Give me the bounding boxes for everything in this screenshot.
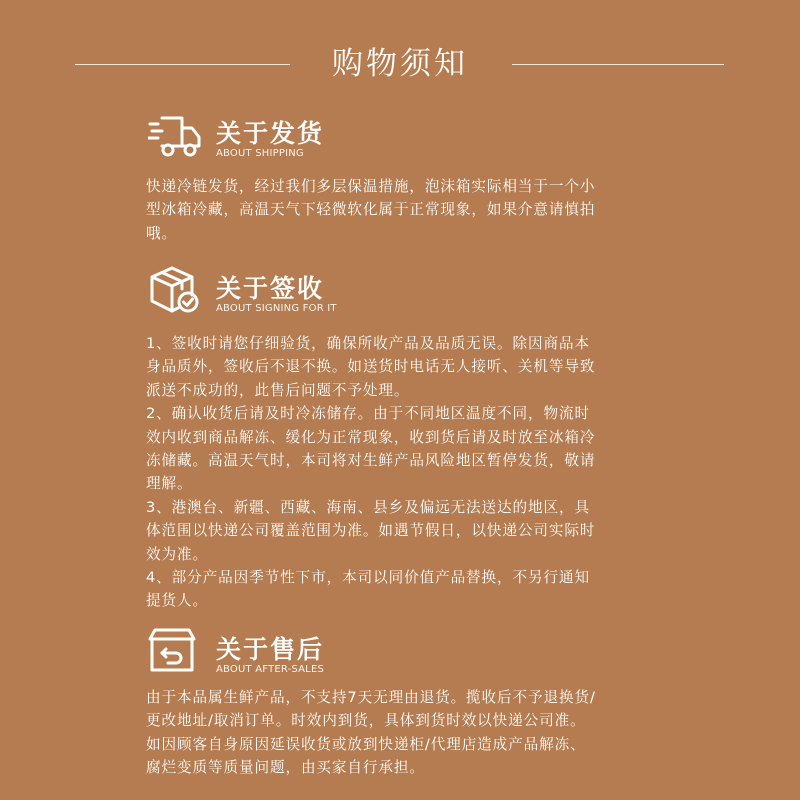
signing-title: 关于签收 (216, 274, 325, 303)
signing-line: 体范围以快递公司覆盖范围为准。如遇节假日，以快递公司实际时 (146, 522, 596, 540)
signing-line: 效内收到商品解冻、缓化为正常现象，收到货后请及时放至冰箱冷 (146, 428, 596, 446)
signing-line: 1、签收时请您仔细验货，确保所收产品及品质无误。除因商品本 (146, 335, 591, 352)
aftersales-title: 关于售后 (216, 635, 325, 664)
signing-line: 冻储藏。高温天气时，本司将对生鲜产品风险地区暂停发货，敬请 (146, 452, 596, 470)
return-box-icon (148, 626, 204, 678)
signing-text (146, 332, 666, 613)
shipping-text (146, 175, 666, 245)
shipping-line: 快递冷链发货，经过我们多层保温措施，泡沫箱实际相当于一个小 (146, 178, 596, 195)
aftersales-line: 由于本品属生鲜产品，不支持7天无理由退货。揽收后不予退换货/ (146, 689, 596, 706)
signing-line: 派送不成功的，此售后问题不予处理。 (146, 381, 410, 399)
aftersales-subtitle: ABOUT AFTER-SALES (216, 664, 325, 675)
shipping-title: 关于发货 (216, 119, 325, 148)
aftersales-line: 更改地址/取消订单。时效内到货，具体到货时效以快递公司准。 (146, 712, 586, 730)
title-row (0, 38, 800, 82)
shipping-subtitle: ABOUT SHIPPING (216, 148, 304, 159)
aftersales-line: 腐烂变质等质量问题，由买家自行承担。 (146, 759, 425, 777)
aftersales-line: 如因顾客自身原因延误收货或放到快递柜/代理店造成产品解冻、 (146, 735, 586, 753)
signing-line: 理解。 (146, 475, 193, 493)
package-check-icon (148, 265, 204, 317)
aftersales-text (146, 686, 666, 780)
shipping-line: 型冰箱冷藏，高温天气下轻微软化属于正常现象，如果介意请慎拍 (146, 201, 596, 219)
signing-line: 3、港澳台、新疆、西藏、海南、县乡及偏远无法送达的地区，具 (146, 498, 591, 516)
title-rule-left (75, 64, 290, 65)
signing-subtitle: ABOUT SIGNING FOR IT (216, 303, 337, 314)
signing-line: 提货人。 (146, 592, 208, 610)
title-rule-right (512, 64, 724, 65)
shipping-line: 哦。 (146, 224, 177, 242)
delivery-truck-icon (148, 110, 204, 162)
signing-line: 身品质外，签收后不退不换。如送货时电话无人接听、关机等导致 (146, 358, 596, 376)
signing-line: 4、部分产品因季节性下市，本司以同价值产品替换，不另行通知 (146, 569, 591, 587)
signing-line: 效为准。 (146, 545, 208, 563)
signing-line: 2、确认收货后请及时冷冻储存。由于不同地区温度不同，物流时 (146, 405, 591, 423)
page-title: 购物须知 (332, 46, 468, 82)
